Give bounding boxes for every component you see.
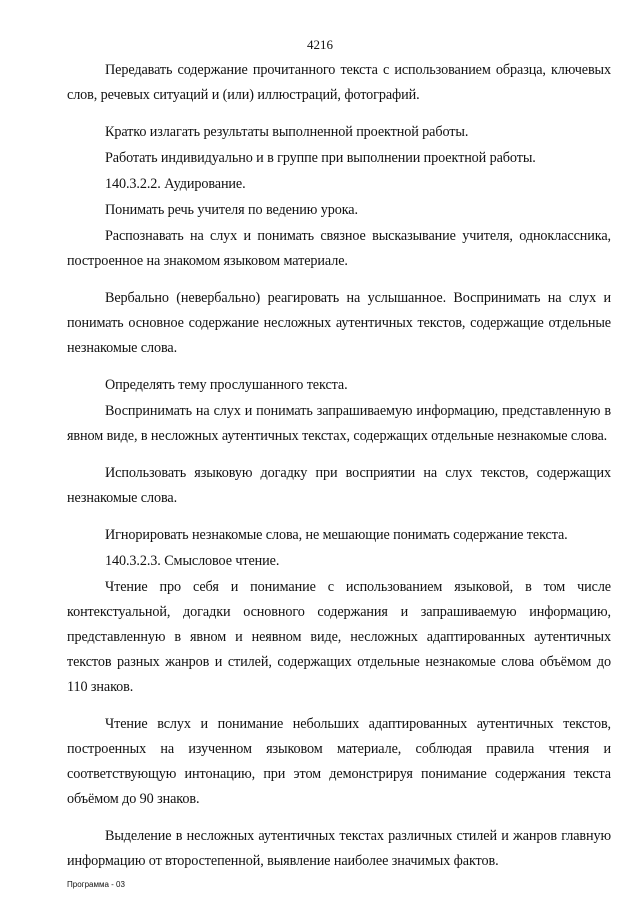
paragraph: Использовать языковую догадку при восприятии на слух текстов, содержащих незнакомые слова. [67,465,611,506]
paragraph: Определять тему прослушанного текста. [105,377,348,393]
paragraph: Выделение в несложных аутентичных текстах различных стилей и жанров главную информацию от второстепенной, выявление наиболее значимых фактов. [67,828,611,869]
paragraph: Понимать речь учителя по ведению урока. [105,202,358,218]
paragraph: Чтение вслух и понимание небольших адаптированных аутентичных текстов, построенных на изученном языковом материале, соблюдая правила чтения и соответствующую интонацию, при этом демонстрируя понимание содержания текста объёмом до 90 знаков. [67,716,611,807]
paragraph: Распознавать на слух и понимать связное высказывание учителя, одноклассника, построенное на знакомом языковом материале. [67,228,611,269]
paragraph: Воспринимать на слух и понимать запрашиваемую информацию, представленную в явном виде, в несложных аутентичных текстах, содержащих отдельные незнакомые слова. [67,403,611,444]
paragraph: Вербально (невербально) реагировать на услышанное. Воспринимать на слух и понимать основное содержание несложных аутентичных текстов, содержащие отдельные незнакомые слова. [67,290,611,356]
footer-label: Программа - 03 [67,880,125,889]
section-heading: 140.3.2.3. Смысловое чтение. [105,553,280,569]
paragraph: Чтение про себя и понимание с использованием языковой, в том числе контекстуальной, догадки основного содержания и запрашиваемую информацию, представленную в явном и неявном виде, несложных адаптированных аутентичных текстов разных жанров и стилей, содержащих отдельные незнакомые слова объёмом до 110 знаков. [67,579,611,695]
paragraph: Кратко излагать результаты выполненной проектной работы. [105,124,469,140]
paragraph: Работать индивидуально и в группе при выполнении проектной работы. [105,150,536,166]
document-body [67,58,611,886]
page-number: 4216 [307,37,333,52]
paragraph: Игнорировать незнакомые слова, не мешающие понимать содержание текста. [105,527,568,543]
section-heading: 140.3.2.2. Аудирование. [105,176,246,192]
paragraph: Передавать содержание прочитанного текста с использованием образца, ключевых слов, речевых ситуаций и (или) иллюстраций, фотографий. [67,62,611,103]
